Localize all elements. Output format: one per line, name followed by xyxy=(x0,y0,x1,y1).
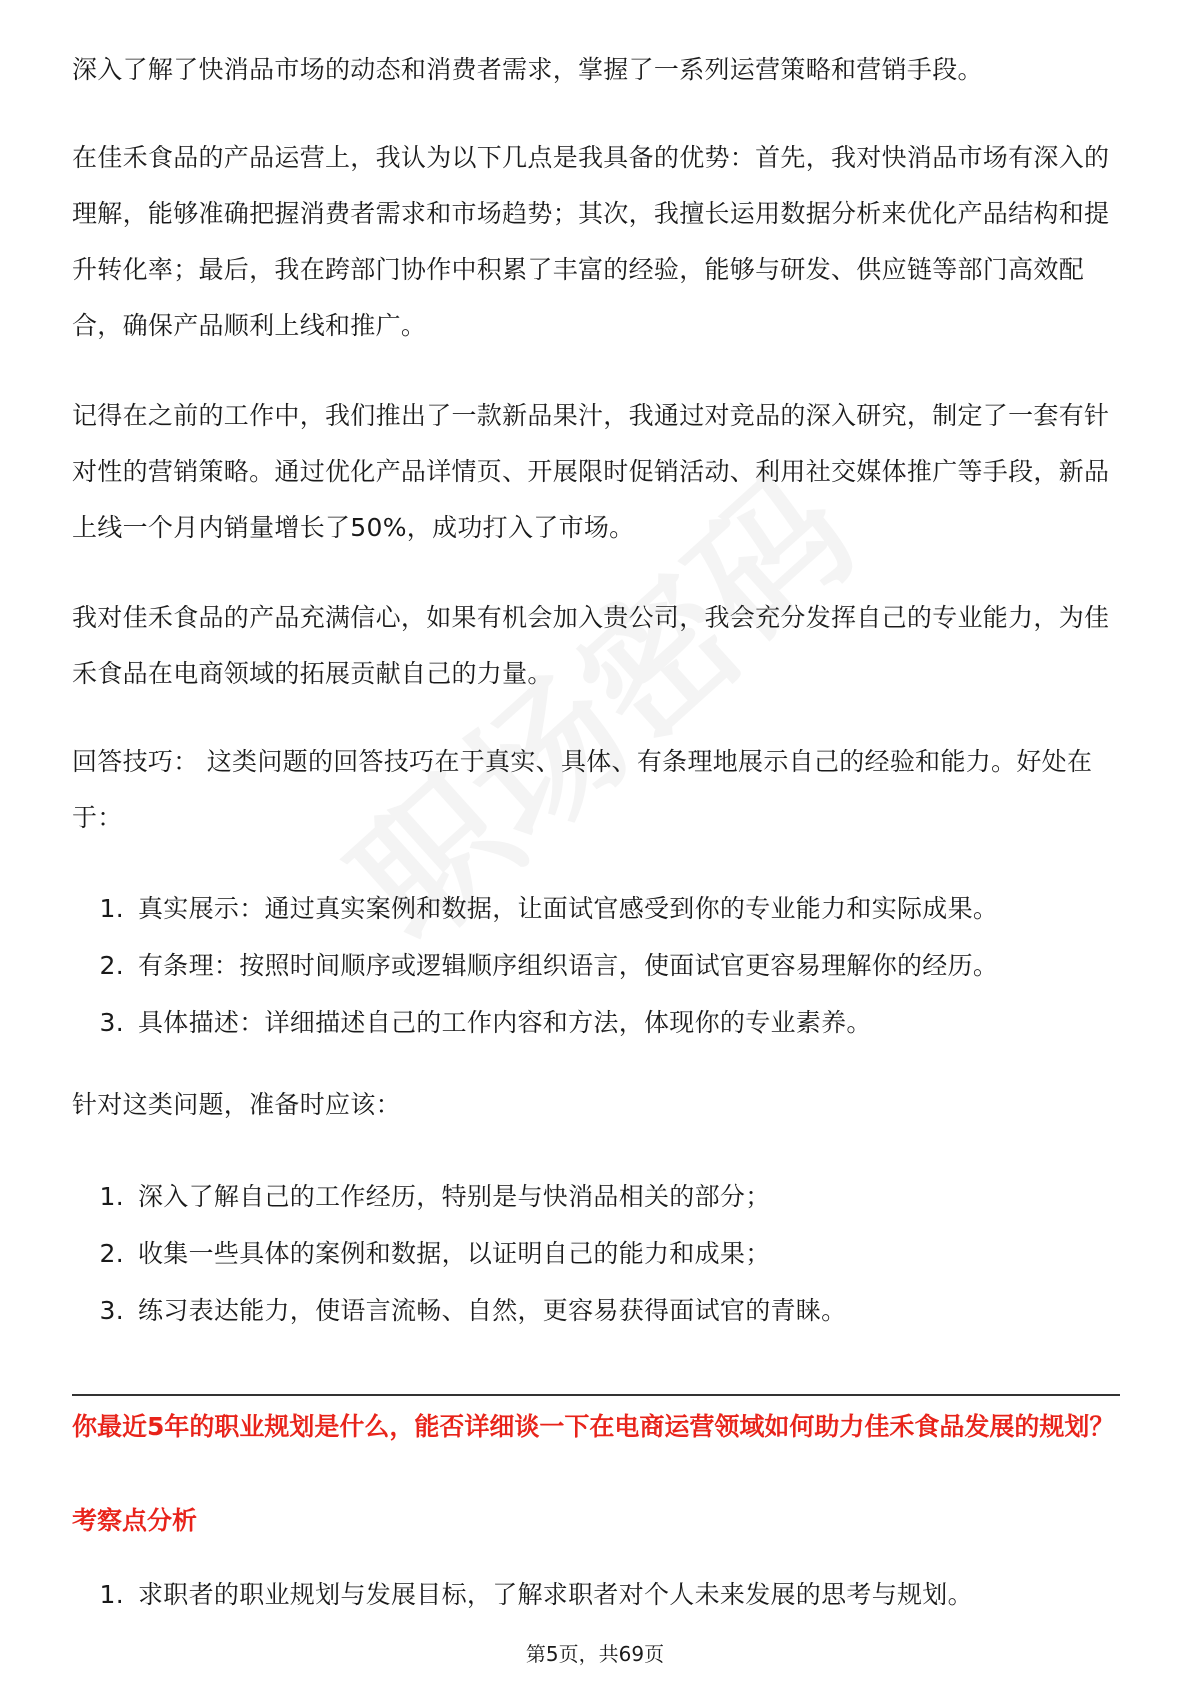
list-number: 1. xyxy=(99,1182,124,1211)
list-number: 2. xyxy=(99,951,124,980)
list-text: 深入了解自己的工作经历，特别是与快消品相关的部分； xyxy=(138,1182,771,1211)
answer-tips-paragraph: 回答技巧： 这类问题的回答技巧在于真实、具体、有条理地展示自己的经验和能力。好处在于： xyxy=(72,747,1093,832)
list-number: 3. xyxy=(99,1008,124,1037)
list-number: 2. xyxy=(99,1239,124,1268)
page-footer: 第5页，共69页 xyxy=(525,1642,665,1666)
list-text: 有条理：按照时间顺序或逻辑顺序组织语言，使面试官更容易理解你的经历。 xyxy=(138,951,999,980)
list-item xyxy=(72,1566,973,1623)
list-text: 真实展示：通过真实案例和数据，让面试官感受到你的专业能力和实际成果。 xyxy=(138,894,999,923)
list-text: 求职者的职业规划与发展目标，了解求职者对个人未来发展的思考与规划。 xyxy=(138,1580,973,1609)
list-item xyxy=(72,1225,846,1282)
paragraph: 深入了解了快消品市场的动态和消费者需求，掌握了一系列运营策略和营销手段。 xyxy=(72,55,983,84)
list-item xyxy=(72,1282,846,1339)
list-number: 1. xyxy=(99,1580,124,1609)
paragraph: 在佳禾食品的产品运营上，我认为以下几点是我具备的优势：首先，我对快消品市场有深入的理解，能够准确把握消费者需求和市场趋势；其次，我擅长运用数据分析来优化产品结构和提升转化率；最后，我在跨部门协作中积累了丰富的经验，能够与研发、供应链等部门高效配合，确保产品顺利上线和推广。 xyxy=(72,143,1110,340)
prep-paragraph: 针对这类问题，准备时应该： xyxy=(72,1090,401,1119)
list-item xyxy=(72,937,998,994)
list-item xyxy=(72,880,998,937)
preparation-list xyxy=(72,1168,846,1339)
list-text: 收集一些具体的案例和数据，以证明自己的能力和成果； xyxy=(138,1239,771,1268)
paragraph: 记得在之前的工作中，我们推出了一款新品果汁，我通过对竞品的深入研究，制定了一套有针对性的营销策略。通过优化产品详情页、开展限时促销活动、利用社交媒体推广等手段，新品上线一个月内销量增长了50%，成功打入了市场。 xyxy=(72,401,1110,542)
analysis-subheading: 考察点分析 xyxy=(72,1506,198,1535)
list-text: 练习表达能力，使语言流畅、自然，更容易获得面试官的青睐。 xyxy=(138,1296,847,1325)
section-divider xyxy=(72,1394,1120,1396)
list-number: 3. xyxy=(99,1296,124,1325)
list-number: 1. xyxy=(99,894,124,923)
list-item xyxy=(72,994,998,1051)
list-text: 具体描述：详细描述自己的工作内容和方法，体现你的专业素养。 xyxy=(138,1008,872,1037)
analysis-list xyxy=(72,1566,973,1623)
list-item xyxy=(72,1168,846,1225)
benefits-list xyxy=(72,880,998,1051)
question-heading: 你最近5年的职业规划是什么，能否详细谈一下在电商运营领域如何助力佳禾食品发展的规划？ xyxy=(72,1412,1115,1441)
paragraph: 我对佳禾食品的产品充满信心，如果有机会加入贵公司，我会充分发挥自己的专业能力，为佳禾食品在电商领域的拓展贡献自己的力量。 xyxy=(72,603,1110,688)
